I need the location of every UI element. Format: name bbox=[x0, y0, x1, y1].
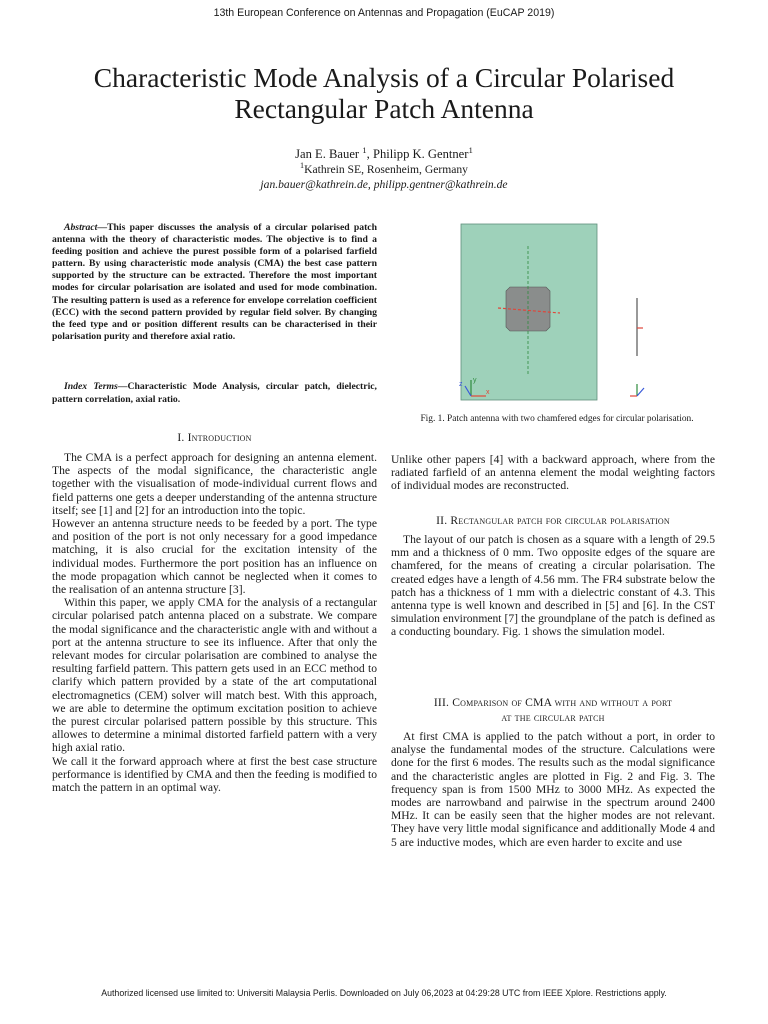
abstract-label: Abstract bbox=[64, 222, 98, 233]
index-terms-label: Index Terms bbox=[64, 381, 118, 392]
conference-header: 13th European Conference on Antennas and Propagation (EuCAP 2019) bbox=[213, 7, 555, 19]
heading-line: III. Comparison of CMA with and without a port bbox=[433, 696, 673, 709]
license-footer: Authorized licensed use limited to: Universiti Malaysia Perlis. Downloaded on July 06,2023 at 04:29:28 UTC from IEEE Xplore. Restrictions apply. bbox=[101, 988, 667, 998]
paragraph: At first CMA is applied to the patch without a port, in order to analyse the fundamental modes of the structure. Calculations were done for the first 6 modes. The results such as the modal significance and the characteristic angles are plotted in Fig. 2 and Fig. 3. The frequency span is from 1500 MHz to 3000 MHz. As expected the modes are narrowband and pairwise in the spectrum around 2400 MHz. It can be easily seen that the higher modes are not relevant. They have very little modal significance and additionally Mode 4 and 5 are inductive modes, which are even harder to excite and use bbox=[391, 730, 715, 849]
affiliation-text: Kathrein SE, Rosenheim, Germany bbox=[304, 163, 468, 176]
axis-label-x: x bbox=[486, 389, 490, 396]
paragraph: Within this paper, we apply CMA for the analysis of a rectangular circular polarised patch antenna placed on a substrate. We compare the modal significance and the characteristic angle with and without a port at the antenna structure to see its influence. After that only the relevant modes for circular polarisation are combined to analyse the resulting farfield pattern. This pattern gets used in an ECC method to clarify which pattern provided by a state of the art computational electromagnetics (CEM) solver will match best. With this approach, we are able to determine the optimum excitation position to achieve the purest circular polarised pattern possible by this structure. This allowes to determine a minimal distorted farfield pattern with a very high axial ratio. bbox=[52, 596, 377, 755]
author-emails: jan.bauer@kathrein.de, philipp.gentner@kathrein.de bbox=[260, 178, 508, 191]
section-heading-introduction: I. Introduction bbox=[177, 431, 252, 444]
affiliation-mark: 1 bbox=[300, 161, 305, 171]
abstract-text: —This paper discusses the analysis of a circular polarised patch antenna with the theory of characteristic modes. The objective is to find a feeding position and achieve the purest possible form of a polarised farfield pattern. By using characteristic mode analysis (CMA) the best case pattern supported by the structure can be extracted. Therefore the most important modes for circular polarisation are isolated and used for mode combination. The resulting pattern is used as a reference for envelope correlation coefficient (ECC) with the second pattern provided by regular field solver. By changing the feed type and or position different results can be characterised in their polarisation purity and therefore axial ratio. bbox=[52, 222, 377, 342]
paragraph: The layout of our patch is chosen as a square with a length of 29.5 mm and a thickness of 0 mm. Two opposite edges of the square are chamfered, for the means of creating a circular polarisation. The created edges have a length of 4.56 mm. The FR4 substrate below the patch has a thickness of 1 mm with a dielectric constant of 4.3. This antenna type is well known and described in [5] and [6]. In the CST simulation environment [7] the groundplane of the patch is defined as a conducting boundary. Fig. 1 shows the simulation model. bbox=[391, 533, 715, 639]
heading-line: at the circular patch bbox=[501, 711, 605, 724]
figure-1-caption: Fig. 1. Patch antenna with two chamfered edges for circular polarisation. bbox=[420, 414, 694, 424]
axis-label-y: y bbox=[473, 377, 477, 384]
section-heading-comparison bbox=[391, 695, 715, 725]
affiliation bbox=[0, 162, 768, 177]
introduction-body bbox=[52, 451, 377, 794]
section-2-body bbox=[391, 533, 715, 639]
paragraph: However an antenna structure needs to be feeded by a port. The type and position of the port is not only necessary for a good impedance matching, it is also crucial for the excitation intensity of the individual modes. Furthermore the port position has an influence on the mode propagation which cannot be neglected when it comes to the realisation of an antenna structure [3]. bbox=[52, 517, 377, 597]
figure-1-simulation-model bbox=[448, 216, 654, 406]
paragraph: The CMA is a perfect approach for designing an antenna element. The aspects of the modal significance, the characteristic angle together with the visualisation of mode-individual current flows and field patterns one gets a deeper understanding of the antenna structure itself; see [1] and [2] for an introduction into the topic. bbox=[52, 451, 377, 517]
author-affiliation-mark: 1 bbox=[362, 144, 367, 155]
author-list bbox=[0, 146, 768, 162]
section-heading-rectangular-patch: II. Rectangular patch for circular polarisation bbox=[436, 514, 670, 527]
paragraph: We call it the forward approach where at first the best case structure performance is identified by CMA and then the feeding is modified to match the pattern in an optimal way. bbox=[52, 754, 377, 795]
index-terms bbox=[52, 380, 377, 406]
author-separator: , bbox=[366, 147, 373, 161]
abstract bbox=[52, 222, 377, 343]
paragraph: Unlike other papers [4] with a backward approach, where from the radiated farfield of an antenna element the modal weighting factors of individual modes are reconstructed. bbox=[391, 453, 715, 493]
paper-title: Characteristic Mode Analysis of a Circular Polarised Rectangular Patch Antenna bbox=[93, 62, 675, 124]
section-3-body bbox=[391, 730, 715, 849]
side-axis-triad bbox=[630, 384, 644, 396]
author-name: Philipp K. Gentner bbox=[372, 147, 469, 161]
author-name: Jan E. Bauer bbox=[295, 147, 360, 161]
axis-label-z: z bbox=[459, 381, 463, 388]
introduction-continued bbox=[391, 453, 715, 493]
index-terms-text: —Characteristic Mode Analysis, circular patch, dielectric, pattern correlation, axial ratio. bbox=[52, 381, 377, 406]
author-affiliation-mark: 1 bbox=[468, 144, 473, 155]
